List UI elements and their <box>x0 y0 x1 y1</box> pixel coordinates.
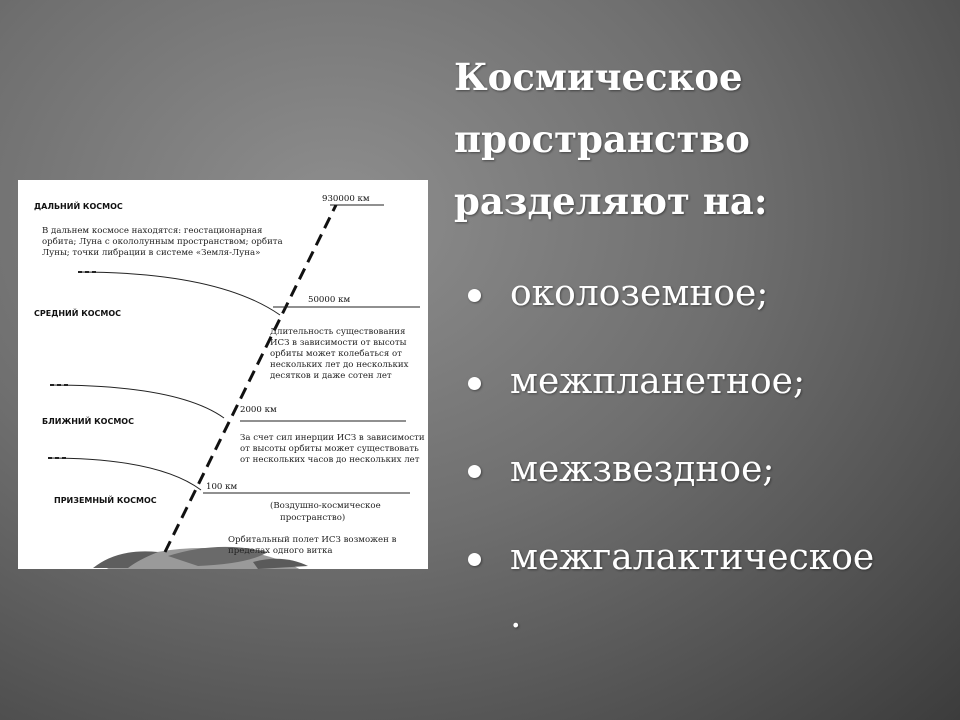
diagram-svg <box>18 180 428 569</box>
bullet-dot-icon <box>468 289 481 302</box>
description-line: от высоты орбиты может существовать <box>240 444 419 454</box>
boundary-curve <box>48 458 201 490</box>
description-line: Луны; точки либрации в системе «Земля-Луна» <box>42 248 261 258</box>
description-line: орбита; Луна с окололунным пространством; орбита <box>42 237 283 247</box>
altitude-label: 930000 км <box>322 194 370 204</box>
description-line: пространство) <box>280 513 346 523</box>
zone-label-middle: СРЕДНИЙ КОСМОС <box>34 309 122 318</box>
altitude-label: 100 км <box>206 482 238 492</box>
description-line: от нескольких часов до нескольких лет <box>240 455 420 465</box>
earth-continent <box>253 559 308 569</box>
bullet-item <box>466 441 946 499</box>
description-line: пределах одного витка <box>228 546 333 556</box>
title-line: пространство <box>454 117 750 161</box>
altitude-label: 50000 км <box>308 295 351 305</box>
description-line: (Воздушно-космическое <box>270 501 381 511</box>
bullet-text: межгалактическое <box>510 537 875 578</box>
bullet-dot-icon <box>468 465 481 478</box>
bullet-text: околоземное; <box>510 273 769 314</box>
title-line: Космическое <box>454 55 743 99</box>
description-line: орбиты может колебаться от <box>270 349 402 359</box>
bullet-text: межзвездное; <box>510 449 775 490</box>
bullet-text: межпланетное; <box>510 361 806 402</box>
bullet-item <box>466 353 946 411</box>
description-line: десятков и даже сотен лет <box>270 371 392 381</box>
boundary-curve <box>50 385 224 418</box>
space-layers-diagram <box>18 180 428 569</box>
description-line: ИСЗ в зависимости от высоты <box>270 338 407 348</box>
altitude-label: 2000 км <box>240 405 277 415</box>
description-line: Длительность существования <box>270 327 406 337</box>
bullet-dot-icon <box>468 553 481 566</box>
description-line: Орбитальный полет ИСЗ возможен в <box>228 535 397 545</box>
description-line: За счет сил инерции ИСЗ в зависимости <box>240 433 425 443</box>
title-line: разделяют на: <box>454 179 768 223</box>
description-line: В дальнем космосе находятся: геостационарная <box>42 226 263 236</box>
zone-label-ground: ПРИЗЕМНЫЙ КОСМОС <box>54 496 157 505</box>
description-line: нескольких лет до нескольких <box>270 360 409 370</box>
bullet-text-period: . <box>510 595 522 636</box>
bullet-item <box>466 265 946 323</box>
bullet-item <box>466 529 946 645</box>
bullet-dot-icon <box>468 377 481 390</box>
bullet-list <box>466 265 946 645</box>
zone-label-far: ДАЛЬНИЙ КОСМОС <box>34 202 123 211</box>
slide-title <box>454 46 934 232</box>
zone-label-near: БЛИЖНИЙ КОСМОС <box>42 417 134 426</box>
